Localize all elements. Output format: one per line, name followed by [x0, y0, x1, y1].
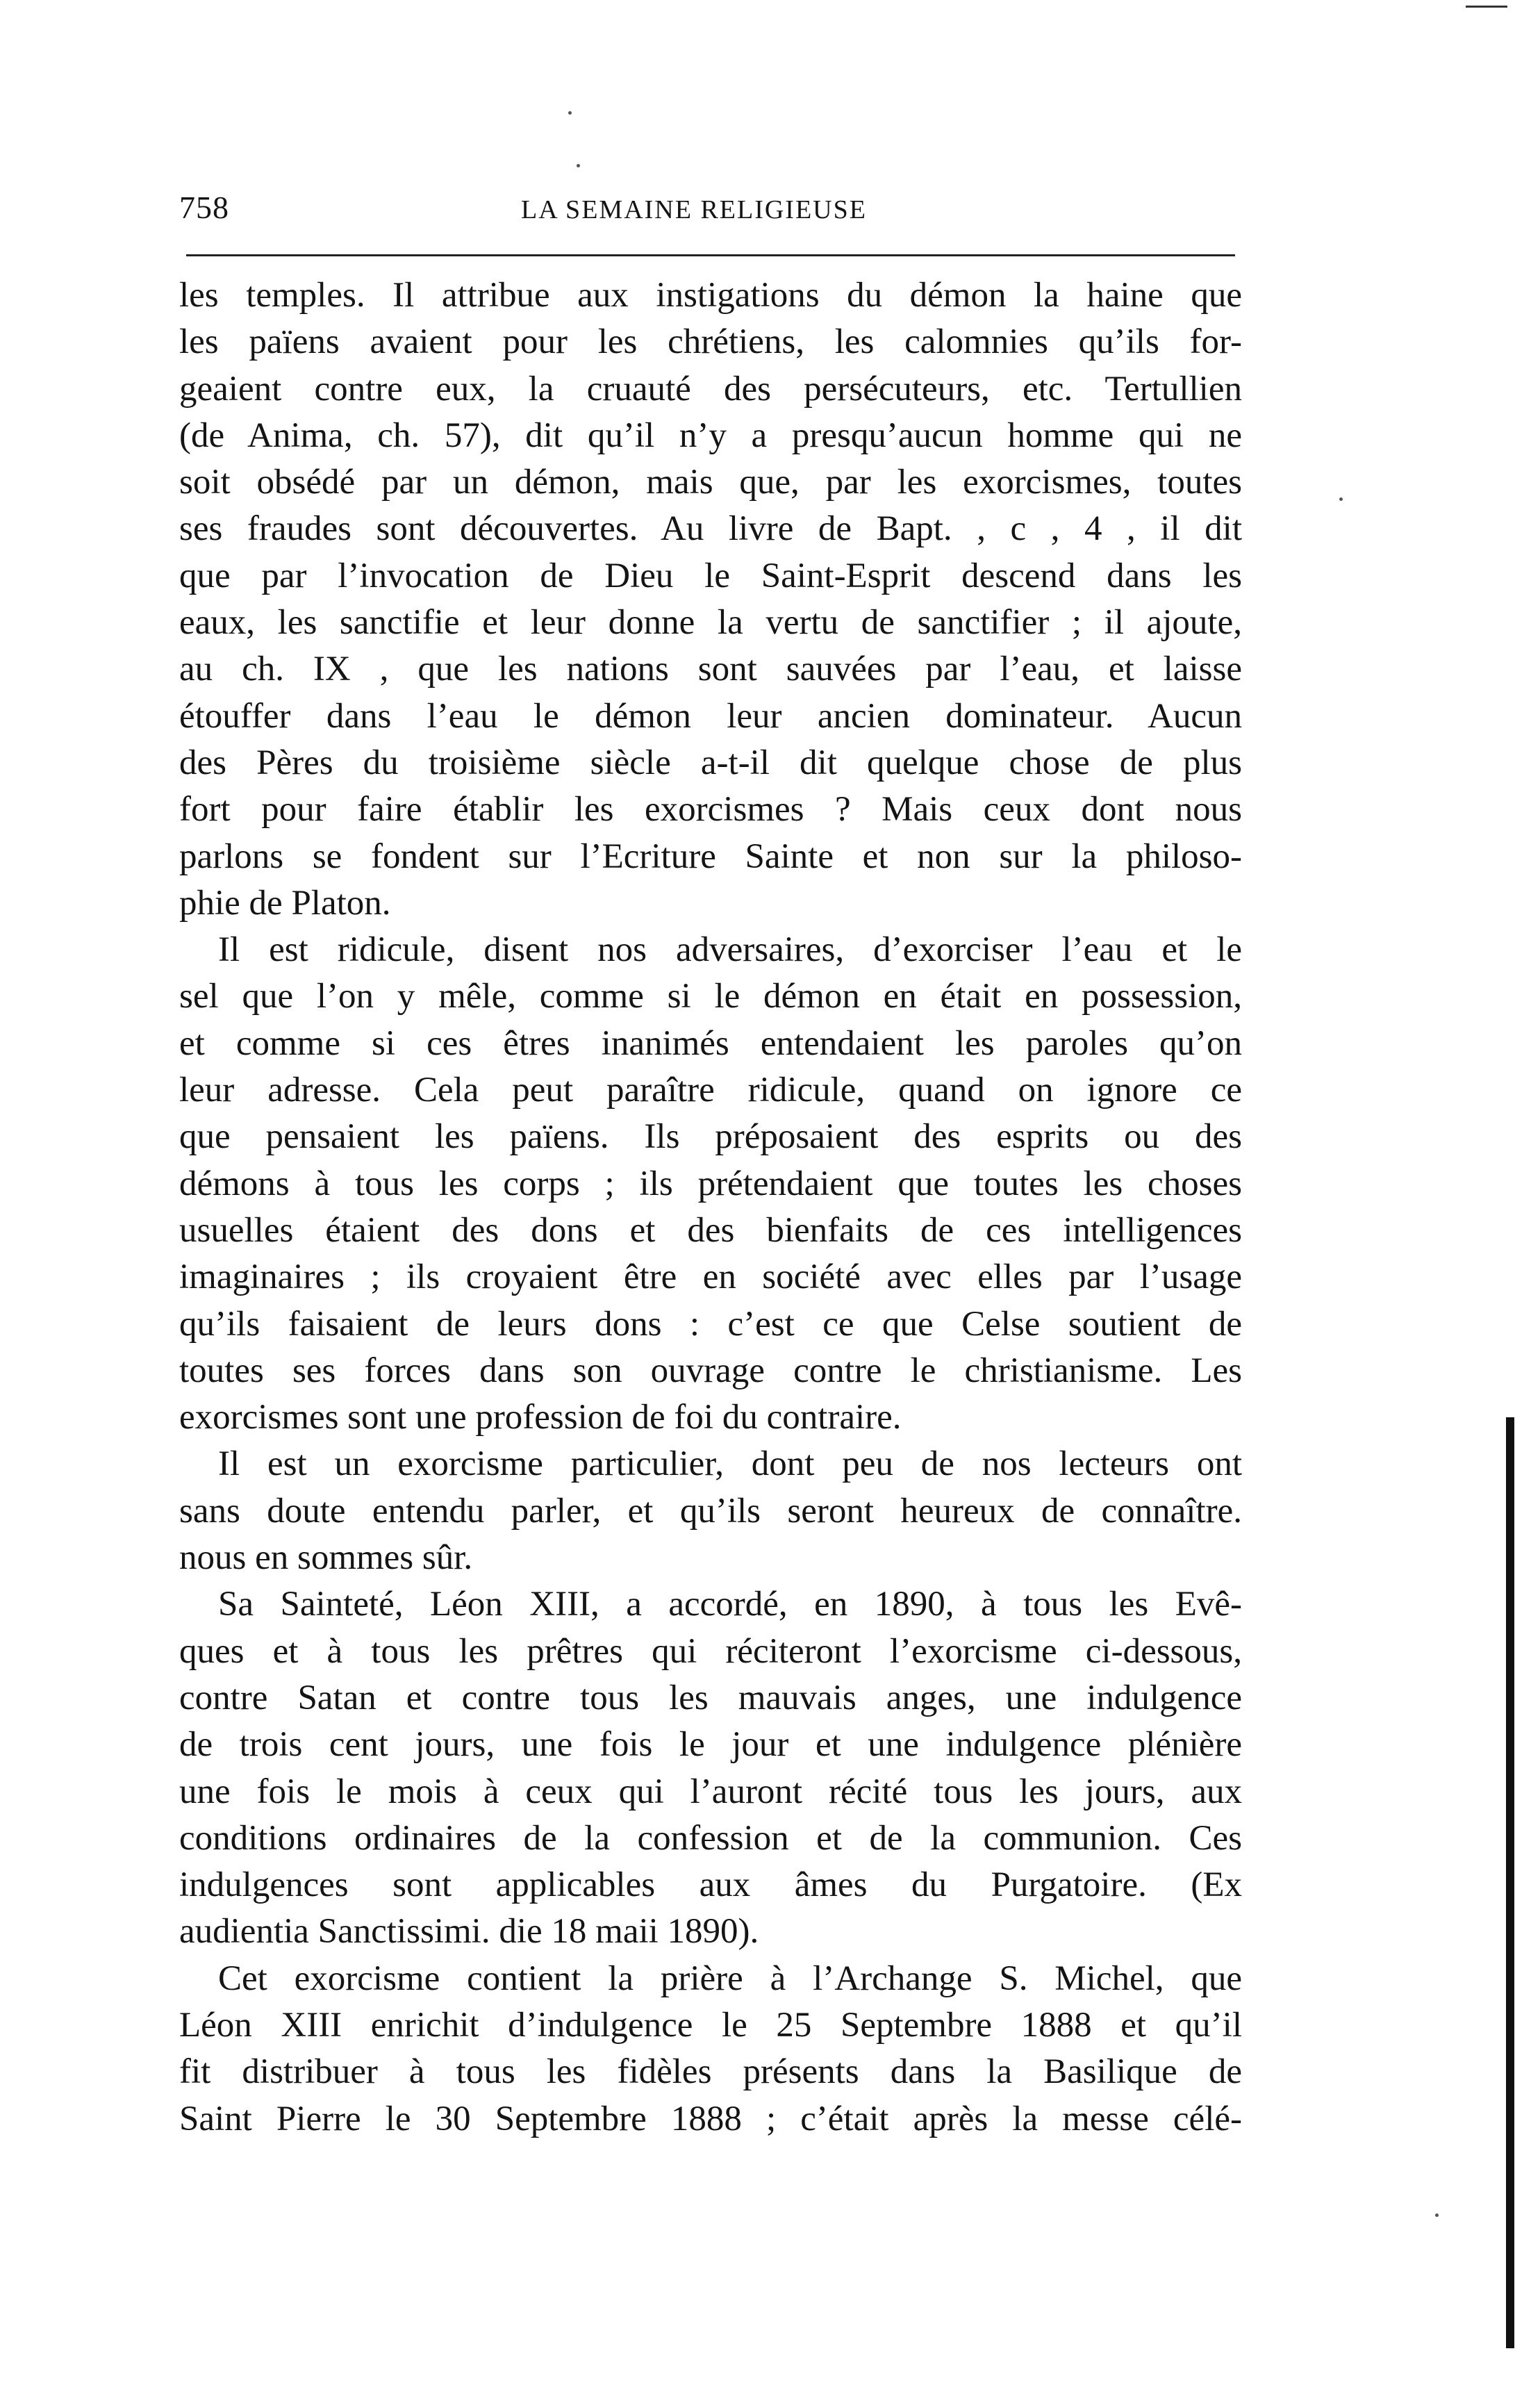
text-line: imaginaires ; ils croyaient être en société avec elles par l’usage: [179, 1257, 1242, 1297]
text-line: Cet exorcisme contient la prière à l’Archange S. Michel, que: [218, 1958, 1242, 1998]
text-line: des Pères du troisième siècle a-t-il dit quelque chose de plus: [179, 743, 1242, 782]
text-line: eaux, les sanctifie et leur donne la vertu de sanctifier ; il ajoute,: [179, 603, 1242, 643]
text-line: les temples. Il attribue aux instigations du démon la haine que: [179, 276, 1242, 315]
text-line: étouffer dans l’eau le démon leur ancien dominateur. Aucun: [179, 696, 1242, 736]
text-line: leur adresse. Cela peut paraître ridicule, quand on ignore ce: [179, 1071, 1242, 1110]
page-number: 758: [179, 190, 229, 225]
page-header: [179, 189, 1239, 245]
text-line: indulgences sont applicables aux âmes du Purgatoire. (Ex: [179, 1865, 1242, 1905]
text-line: exorcismes sont une profession de foi du contraire.: [179, 1398, 902, 1437]
text-line: soit obsédé par un démon, mais que, par les exorcismes, toutes: [179, 463, 1242, 502]
text-line: sel que l’on y mêle, comme si le démon en était en possession,: [179, 977, 1242, 1016]
text-line: (de Anima, ch. 57), dit qu’il n’y a presqu’aucun homme qui ne: [179, 415, 1242, 455]
text-line: de trois cent jours, une fois le jour et une indulgence plénière: [179, 1725, 1242, 1765]
paper-speck: [1435, 2213, 1439, 2217]
text-line: Sa Sainteté, Léon XIII, a accordé, en 1890, à tous les Evê-: [218, 1585, 1242, 1624]
text-line: usuelles étaient des dons et des bienfaits de ces intelligences: [179, 1210, 1242, 1250]
text-line: conditions ordinaires de la confession et de la communion. Ces: [179, 1818, 1242, 1858]
text-line: audientia Sanctissimi. die 18 maii 1890).: [179, 1912, 759, 1952]
text-line: ques et à tous les prêtres qui réciteront l’exorcisme ci-dessous,: [179, 1631, 1242, 1671]
text-line: et comme si ces êtres inanimés entendaient les paroles qu’on: [179, 1023, 1242, 1063]
text-line: que par l’invocation de Dieu le Saint-Esprit descend dans les: [179, 556, 1242, 595]
running-title: LA SEMAINE RELIGIEUSE: [521, 195, 867, 224]
text-line: geaient contre eux, la cruauté des persécuteurs, etc. Tertullien: [179, 369, 1242, 409]
text-line: fort pour faire établir les exorcismes ? Mais ceux dont nous: [179, 790, 1242, 830]
text-line: sans doute entendu parler, et qu’ils seront heureux de connaître.: [179, 1491, 1242, 1531]
text-line: les païens avaient pour les chrétiens, les calomnies qu’ils for-: [179, 322, 1242, 362]
text-line: Il est ridicule, disent nos adversaires, d’exorciser l’eau et le: [218, 930, 1242, 970]
paper-speck: [577, 164, 580, 167]
body-text: [179, 272, 1242, 2143]
text-line: démons à tous les corps ; ils prétendaient que toutes les choses: [179, 1164, 1242, 1203]
paper-speck: [1339, 497, 1343, 501]
text-line: phie de Platon.: [179, 883, 391, 923]
text-line: nous en sommes sûr.: [179, 1538, 473, 1578]
paper-speck: [568, 111, 572, 115]
text-line: Il est un exorcisme particulier, dont peu de nos lecteurs ont: [218, 1444, 1242, 1484]
text-line: parlons se fondent sur l’Ecriture Sainte et non sur la philoso-: [179, 836, 1242, 876]
scan-edge-mark: [1466, 6, 1507, 8]
text-line: une fois le mois à ceux qui l’auront récité tous les jours, aux: [179, 1772, 1242, 1811]
header-rule: [186, 254, 1235, 256]
text-line: contre Satan et contre tous les mauvais anges, une indulgence: [179, 1678, 1242, 1717]
text-line: que pensaient les païens. Ils préposaient des esprits ou des: [179, 1117, 1242, 1157]
scan-edge-shadow: [1506, 1417, 1514, 2348]
text-line: qu’ils faisaient de leurs dons : c’est ce que Celse soutient de: [179, 1304, 1242, 1344]
text-line: ses fraudes sont découvertes. Au livre de Bapt. , c , 4 , il dit: [179, 509, 1242, 549]
text-line: fit distribuer à tous les fidèles présents dans la Basilique de: [179, 2052, 1242, 2092]
text-line: toutes ses forces dans son ouvrage contre le christianisme. Les: [179, 1351, 1242, 1390]
text-line: Saint Pierre le 30 Septembre 1888 ; c’était après la messe célé-: [179, 2099, 1242, 2138]
text-line: au ch. IX , que les nations sont sauvées par l’eau, et laisse: [179, 650, 1242, 689]
text-line: Léon XIII enrichit d’indulgence le 25 Septembre 1888 et qu’il: [179, 2005, 1242, 2045]
